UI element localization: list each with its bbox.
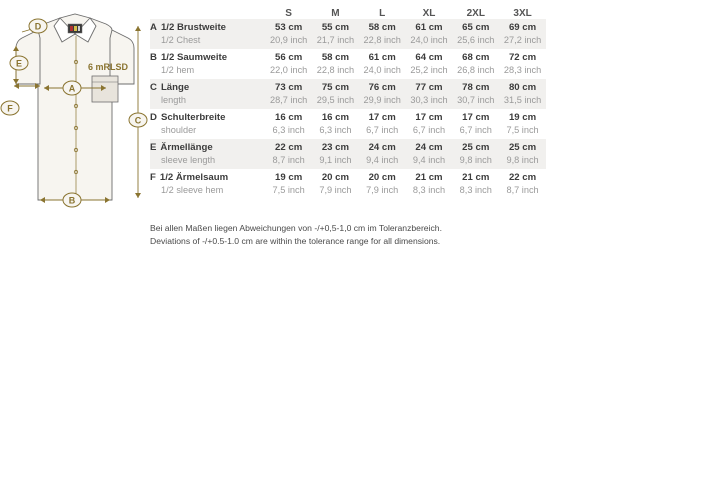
cell-e-l: 24 cm 9,4 inch — [366, 142, 399, 165]
table-row — [150, 169, 546, 199]
marker-e-label: E — [15, 58, 23, 69]
marker-e — [10, 56, 28, 70]
row-subtitle-a: 1/2 Chest — [161, 35, 201, 45]
cell-a-l: 58 cm 22,8 inch — [363, 22, 401, 45]
row-letter-a: A — [150, 22, 157, 33]
header-measurement — [150, 8, 265, 19]
column-header-l: L — [379, 8, 386, 19]
cell-b-l: 61 cm 24,0 inch — [363, 52, 401, 75]
marker-d-label: D — [34, 21, 42, 32]
column-header-2xl: 2XL — [466, 8, 485, 19]
table-body — [150, 19, 546, 199]
marker-a — [63, 81, 81, 95]
cell-e-s: 22 cm 8,7 inch — [272, 142, 305, 165]
cell-f-2xl: 21 cm 8,3 inch — [459, 172, 492, 195]
row-letter-b: B — [150, 52, 157, 63]
cell-d-3xl: 19 cm 7,5 inch — [506, 112, 539, 135]
cell-d-s: 16 cm 6,3 inch — [272, 112, 305, 135]
cell-f-s: 19 cm 7,5 inch — [272, 172, 305, 195]
cell-f-xl: 21 cm 8,3 inch — [412, 172, 446, 195]
row-label-b — [150, 49, 265, 79]
cell-b-xl: 64 cm 25,2 inch — [410, 52, 448, 75]
table-row — [150, 79, 546, 109]
cell-f-l: 20 cm 7,9 inch — [366, 172, 399, 195]
cell-c-xl: 77 cm 30,3 inch — [410, 82, 448, 105]
marker-d — [29, 19, 47, 33]
cell-e-xl: 24 cm 9,4 inch — [412, 142, 446, 165]
cell-e-2xl: 25 cm 9,8 inch — [459, 142, 492, 165]
column-header-3xl: 3XL — [513, 8, 532, 19]
row-title-f: 1/2 Ärmelsaum — [159, 172, 229, 183]
row-label-f — [150, 169, 265, 199]
row-label-e — [150, 139, 265, 169]
marker-f — [1, 101, 19, 115]
cell-f-m: 20 cm 7,9 inch — [319, 172, 352, 195]
cell-c-2xl: 78 cm 30,7 inch — [457, 82, 495, 105]
cell-c-l: 76 cm 29,9 inch — [363, 82, 401, 105]
tolerance-note-de: Bei allen Maßen liegen Abweichungen von -/+0,5-1,0 cm im Toleranzbereich. — [150, 223, 442, 233]
row-title-b: 1/2 Saumweite — [160, 52, 228, 63]
cell-b-3xl: 72 cm 28,3 inch — [503, 52, 542, 75]
marker-c-label: C — [134, 115, 142, 126]
row-label-d — [150, 109, 265, 139]
cell-c-s: 73 cm 28,7 inch — [269, 82, 308, 105]
marker-b — [63, 193, 81, 207]
row-label-c — [150, 79, 265, 109]
cell-a-xl: 61 cm 24,0 inch — [410, 22, 448, 45]
tolerance-note-en: Deviations of -/+0.5-1.0 cm are within the tolerance range for all dimensions. — [150, 235, 441, 246]
column-header-s: S — [285, 8, 292, 19]
cell-d-2xl: 17 cm 6,7 inch — [459, 112, 492, 135]
cell-e-3xl: 25 cm 9,8 inch — [506, 142, 539, 165]
table-header — [150, 8, 546, 19]
size-chart-table — [150, 8, 546, 199]
marker-a-label: A — [68, 83, 76, 94]
row-title-d: Schulterbreite — [160, 112, 226, 123]
marker-c — [129, 113, 147, 127]
table-row — [150, 49, 546, 79]
row-subtitle-f: 1/2 sleeve hem — [161, 185, 224, 195]
row-letter-e: E — [150, 142, 157, 153]
cell-a-2xl: 65 cm 25,6 inch — [457, 22, 495, 45]
cell-b-2xl: 68 cm 26,8 inch — [457, 52, 495, 75]
cell-c-m: 75 cm 29,5 inch — [316, 82, 355, 105]
row-title-c: Länge — [160, 82, 190, 93]
row-subtitle-b: 1/2 hem — [161, 65, 195, 75]
cell-a-s: 53 cm 20,9 inch — [269, 22, 308, 45]
row-letter-c: C — [150, 82, 157, 93]
marker-b-label: B — [68, 195, 76, 206]
column-header-m: M — [331, 8, 340, 19]
row-label-a — [150, 19, 265, 49]
table-header-row — [150, 8, 546, 19]
row-letter-d: D — [150, 112, 157, 123]
column-header-xl: XL — [422, 8, 436, 19]
cell-c-3xl: 80 cm 31,5 inch — [503, 82, 542, 105]
cell-e-m: 23 cm 9,1 inch — [319, 142, 352, 165]
shirt-illustration — [16, 14, 134, 200]
table-row — [150, 109, 546, 139]
marker-f-label: F — [7, 103, 13, 114]
pocket-embroidery-label: 6 mRLSD — [88, 62, 129, 72]
row-subtitle-c: length — [161, 95, 187, 105]
cell-f-3xl: 22 cm 8,7 inch — [506, 172, 539, 195]
cell-a-3xl: 69 cm 27,2 inch — [503, 22, 542, 45]
row-subtitle-d: shoulder — [161, 125, 197, 135]
table-row — [150, 19, 546, 49]
row-title-e: Ärmellänge — [160, 142, 213, 153]
cell-b-s: 56 cm 22,0 inch — [269, 52, 308, 75]
cell-d-l: 17 cm 6,7 inch — [366, 112, 399, 135]
cell-a-m: 55 cm 21,7 inch — [316, 22, 355, 45]
cell-b-m: 58 cm 22,8 inch — [316, 52, 355, 75]
table-row — [150, 139, 546, 169]
shirt-measurement-diagram — [0, 0, 150, 230]
cell-d-xl: 17 cm 6,7 inch — [412, 112, 446, 135]
cell-d-m: 16 cm 6,3 inch — [319, 112, 352, 135]
row-title-a: 1/2 Brustweite — [160, 22, 226, 33]
tolerance-notes — [150, 222, 570, 247]
row-subtitle-e: sleeve length — [161, 155, 216, 165]
row-letter-f: F — [150, 172, 156, 183]
